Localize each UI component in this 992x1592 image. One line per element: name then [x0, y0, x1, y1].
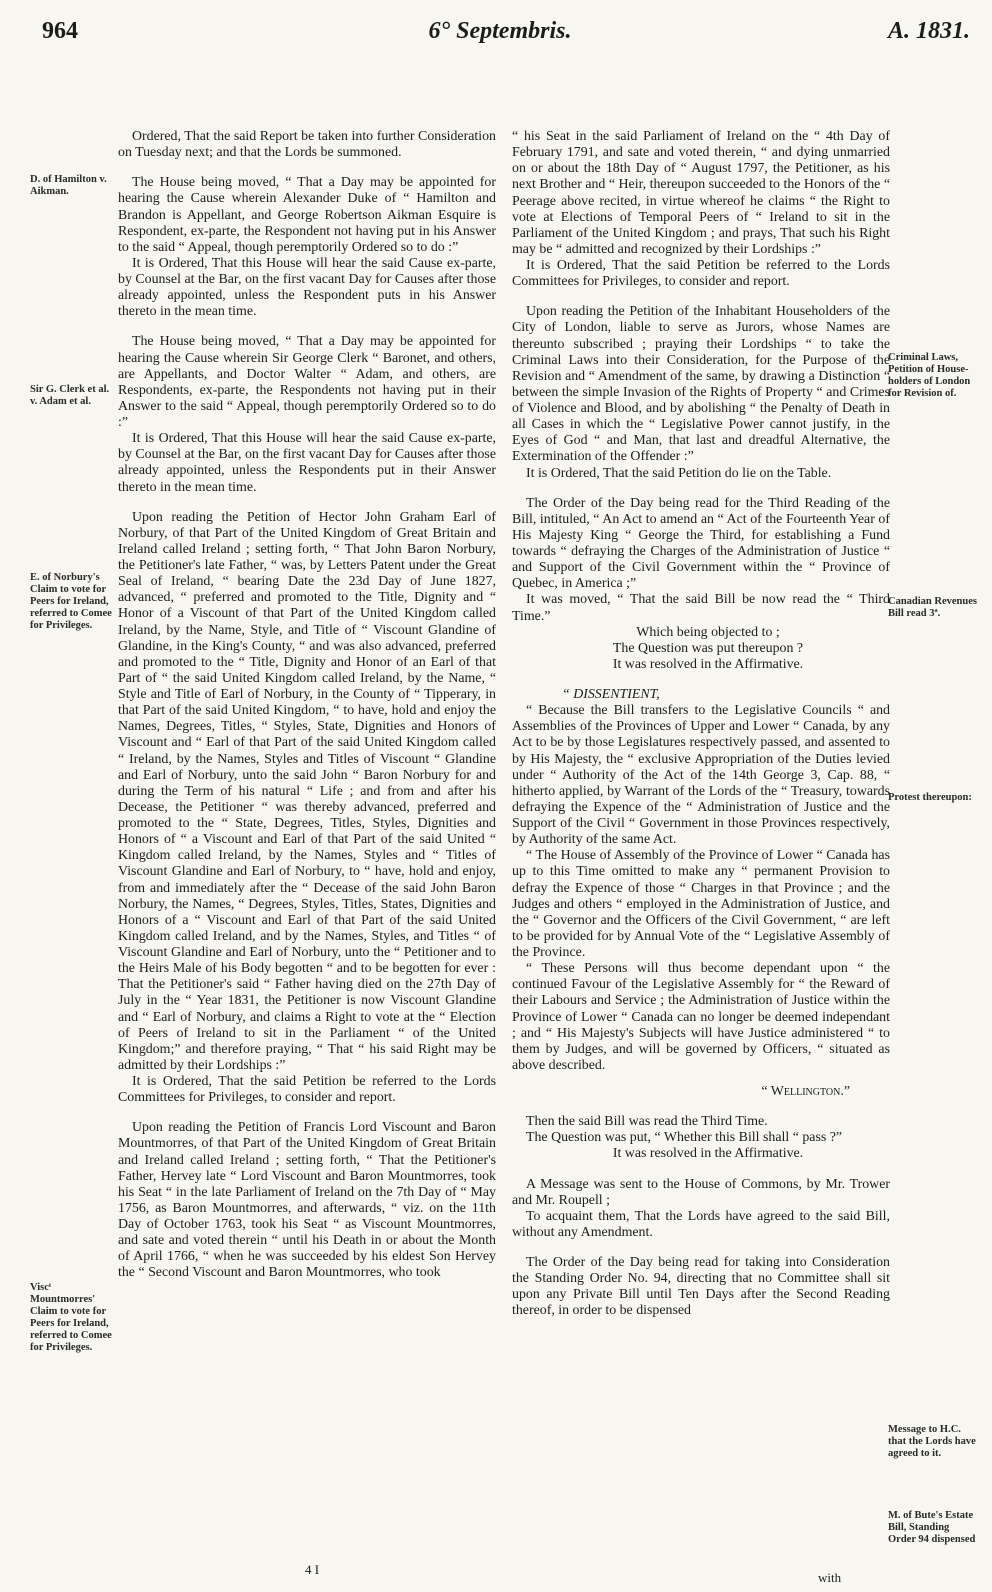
margin-note-criminal: Criminal Laws, Petition of House-holders of London for Revision of. [888, 352, 971, 399]
paragraph: Then the said Bill was read the Third Time. [526, 1114, 768, 1130]
paragraph: The Order of the Day being read for the Third Reading of the Bill, intituled, “ An Act to amend an “ Act of the Fourteenth Year of His Majesty King “ George the Third, for establishing a Fund towards “ defraying the Charges of the Administration of Justice “ and Support of the Civil Government within the “ Province of Quebec, in America ;” [512, 495, 890, 592]
page-date: 6° Septembris. [428, 18, 572, 44]
paragraph: It is Ordered, That this House will hear the said Cause ex-parte, by Counsel at the Bar, on the first vacant Day for Causes after those already appointed, unless the Respondents put in their Answer thereto in the mean time. [118, 431, 496, 495]
signature-mark: 4 I [305, 1562, 320, 1577]
margin-note-clerk: Sir G. Clerk et al. v. Adam et al. [30, 384, 110, 407]
entry-criminal-laws [512, 304, 890, 481]
margin-note-norbury: E. of Norbury's Claim to vote for Peers for Ireland, referred to Comee for Privileges. [30, 572, 112, 631]
margin-note-protest: Protest thereupon: [888, 792, 972, 803]
entry-mountmorres [118, 1120, 496, 1281]
resolved-line: It was resolved in the Affirmative. [612, 1146, 804, 1162]
margin-note-bute: M. of Bute's Estate Bill, Standing Order 94 dispensed [888, 1510, 976, 1545]
paragraph: “ Because the Bill transfers to the Legislative Councils “ and Assemblies of the Provinces of Upper and Lower “ Canada, by any Act to be by those Legislatures respectively passed, and assented to by His Majesty, the “ exclusive Appropriation of the Duties levied under “ Authority of the Act of the 14th George 3, Cap. 88, “ hitherto applied, by Warrant of the Lords of the “ Treasury, towards defraying the Expence of the “ Administration of Justice and the Support of the Civil “ Government in those Provinces respectively, by Authority of the same Act. [512, 703, 890, 848]
paragraph: Upon reading the Petition of Hector John Graham Earl of Norbury, of that Part of the United Kingdom of Great Britain and Ireland called Ireland ; setting forth, “ That John Baron Norbury, the Petitioner's late Father, “ was, by Letters Patent under the Great Seal of Ireland, “ bearing Date the 23d Day of June 1827, advanced, “ preferred and promoted to the Title, Dignity and “ Honor of a Viscount of that Part of the United Kingdom called Ireland, by the Name, Style, and Title of “ Viscount Glandine of Glandine, in the King's County, “ and was also advanced, preferred and promoted to the “ Title, Dignity and Honor of an Earl of that Part of “ the said United Kingdom called Ireland, by the Name, “ Style and Title of Earl of Norbury, in the County of “ Tipperary, in that Part of the said United Kingdom, “ to have, hold and enjoy the Names, Degrees, Titles, “ Styles, State, Dignities and Honors of Viscount and “ Earl of that Part of the said United Kingdom called “ Ireland, by the Names, Styles and Titles of Viscount “ Glandine and Earl of Norbury, unto the said John “ Baron Norbury for and during the Term of his natural “ Life ; and from and after his Decease, the Petitioner “ was thereby advanced, preferred and promoted to the “ State, Degrees, Titles, Styles, Dignities and Honors of “ a Viscount and Earl of that Part of the said United “ Kingdom called Ireland, by the Names, Styles and “ Titles of Viscount Glandine and Earl of Norbury, to “ have, hold and enjoy, from and immediately after the “ Decease of the said John Baron Norbury, the Names, “ Degrees, Styles, Titles, States, Dignities and Honors of a “ Viscount and Earl of that Part of the said United Kingdom called Ireland, and by the Names, Styles, and Titles “ of Viscount Glandine and Earl of Norbury, unto the “ Petitioner and to the Heirs Male of his Body begotten “ and to be begotten for ever : That the Petitioner's said “ Father having died on the 27th Day of July in the “ Year 1831, the Petitioner is now Viscount Glandine and “ Earl of Norbury, and claims a Right to vote at the “ Election of Peers of Ireland to sit in the Parliament “ of the United Kingdom;” and therefore praying, “ That “ his said Right may be admitted by their Lordships :” [118, 509, 496, 1073]
entry-hamilton [118, 175, 496, 320]
paragraph: “ The House of Assembly of the Province of Lower “ Canada has up to this Time omitted to make any “ permanent Provision to defray the Expence of those “ Charges in that Province ; and the Judges and others “ employed in the Administration of Justice, and the “ Governor and the Officers of the Civil Government, “ are left to be provided for by Annual Vote of the “ Legislative Assembly of the Province. [512, 848, 890, 960]
entry-ordered-report [118, 129, 496, 161]
paragraph: It is Ordered, That this House will hear the said Cause ex-parte, by Counsel at the Bar, on the first vacant Day for Causes after those already appointed, unless the Respondent puts in his Answer thereto in the mean time. [118, 255, 496, 320]
paragraph: Upon reading the Petition of Francis Lord Viscount and Baron Mountmorres, of that Part of the United Kingdom of Great Britain and Ireland called Ireland ; setting forth, “ That the Petitioner's Father, Hervey late “ Lord Viscount and Baron Mountmorres, took his Seat “ in the late Parliament of Ireland on the 7th Day of “ May 1756, as Baron Mountmorres, and afterwards, “ viz. on the 11th Day of October 1763, took his Seat “ as Viscount Mountmorres, and sate and voted therein “ until his Death in or about the Month of April 1766, “ when he was succeeded by his eldest Son Hervey the “ Second Viscount and Baron Mountmorres, who took [118, 1120, 496, 1281]
margin-note-hamilton: D. of Hamilton v. Aikman. [30, 174, 107, 197]
page-header [30, 18, 970, 58]
paragraph: It was moved, “ That the said Bill be now read the “ Third Time.” [512, 592, 890, 624]
page-year: A. 1831. [887, 18, 970, 44]
margin-note-message: Message to H.C. that the Lords have agreed to it. [888, 1424, 976, 1459]
entry-message [512, 1177, 890, 1242]
paragraph: The House being moved, “ That a Day may be appointed for hearing the Cause wherein Alexander Duke of “ Hamilton and Brandon is Appellant, and George Robertson Aikman Esquire is Respondent, ex-parte, the Respondent not having put in his Answer to the said “ Appeal, though peremptorily Ordered so to do :” [118, 175, 496, 255]
paragraph: A Message was sent to the House of Commons, by Mr. Trower and Mr. Roupell ; [512, 1176, 890, 1208]
left-column [118, 129, 496, 1282]
paragraph: The House being moved, “ That a Day may be appointed for hearing the Cause wherein Sir George Clerk “ Baronet, and others, are Appellants, and Doctor Walter “ Adam, and others, are Respondents, ex-parte, the Respondents not having put in their Answer to the said “ Appeal, though peremptorily Ordered so to do :” [118, 334, 496, 430]
paragraph: The Question was put, “ Whether this Bill shall “ pass ?” [526, 1130, 843, 1146]
margin-note-mountmorres: Viscᵗ Mountmorres' Claim to vote for Peers for Ireland, referred to Comee for Privileges. [30, 1282, 112, 1353]
paragraph: “ his Seat in the said Parliament of Ireland on the “ 4th Day of February 1791, and sate and voted therein, “ and dying unmarried on or about the 18th Day of “ August 1797, the Petitioner, as his next Brother and “ Heir, thereupon succeeded to the Honors of the “ Peerage above recited, in virtue whereof he claims “ the Right to vote at Elections of Temporal Peers of “ Ireland to sit in the Parliament of the United Kingdom ; and prays, That such his Right may be “ admitted and recognized by their Lordships :” [512, 129, 890, 257]
entry-bute-estate [512, 1255, 890, 1320]
paragraph: To acquaint them, That the Lords have agreed to the said Bill, without any Amendment. [512, 1208, 890, 1240]
paragraph: The Order of the Day being read for taking into Consideration the Standing Order No. 94, directing that no Committee shall sit upon any Private Bill until Ten Days after the Second Reading thereof, in order to be dispensed [512, 1255, 890, 1319]
dissent-signature: “ Wellington.” [761, 1084, 850, 1099]
right-column [512, 129, 890, 1320]
margin-note-canadian: Canadian Revenues Bill read 3ª. [888, 596, 977, 619]
paragraph: Upon reading the Petition of the Inhabitant Householders of the City of London, liable to serve as Jurors, whose Names are thereunto subscribed ; praying their Lordships “ to take the Criminal Laws into their Consideration, for the Purpose of the Revision and “ Amendment of the same, by drawing a Distinction “ between the simple Invasion of the Rights of Property “ and Crimes of Violence and Blood, and by abolishing “ the Penalty of Death in all Cases in which the “ Legislative Power cannot justify, in the Eyes of God “ and Man, that last and dreadful Alternative, the Extermination of the Offender :” [512, 304, 890, 465]
paragraph: It is Ordered, That the said Petition do lie on the Table. [526, 465, 832, 481]
entry-clerk [118, 334, 496, 495]
page-number: 964 [42, 18, 78, 44]
entry-dissentient [512, 687, 890, 1100]
paragraph: It is Ordered, That the said Petition be referred to the Lords Committees for Privileges, to consider and report. [512, 258, 890, 290]
entry-norbury [118, 510, 496, 1107]
catchword: with [818, 1570, 842, 1585]
dissentient-title: “ DISSENTIENT, [562, 687, 660, 702]
paragraph: It is Ordered, That the said Petition be referred to the Lords Committees for Privileges, to consider and report. [118, 1074, 496, 1106]
paragraph: Ordered, That the said Report be taken into further Consideration on Tuesday next; and that the Lords be summoned. [118, 129, 496, 161]
entry-canadian-revenues [512, 496, 890, 673]
objection-line: Which being objected to ; [636, 624, 780, 640]
resolved-line: It was resolved in the Affirmative. [612, 656, 804, 672]
entry-mountmorres-continued [512, 129, 890, 290]
question-line: The Question was put thereupon ? [612, 640, 804, 656]
entry-third-reading [512, 1114, 890, 1162]
paragraph: “ These Persons will thus become dependant upon “ the continued Favour of the Legislative Assembly for “ the Reward of their Labours and Service ; the Administration of Justice within the Province of Lower “ Canada can no longer be deemed independant ; and “ His Majesty's Subjects will have Justice administered “ to them by Judges, and will be governed by Officers, “ situated as above described. [512, 961, 890, 1073]
